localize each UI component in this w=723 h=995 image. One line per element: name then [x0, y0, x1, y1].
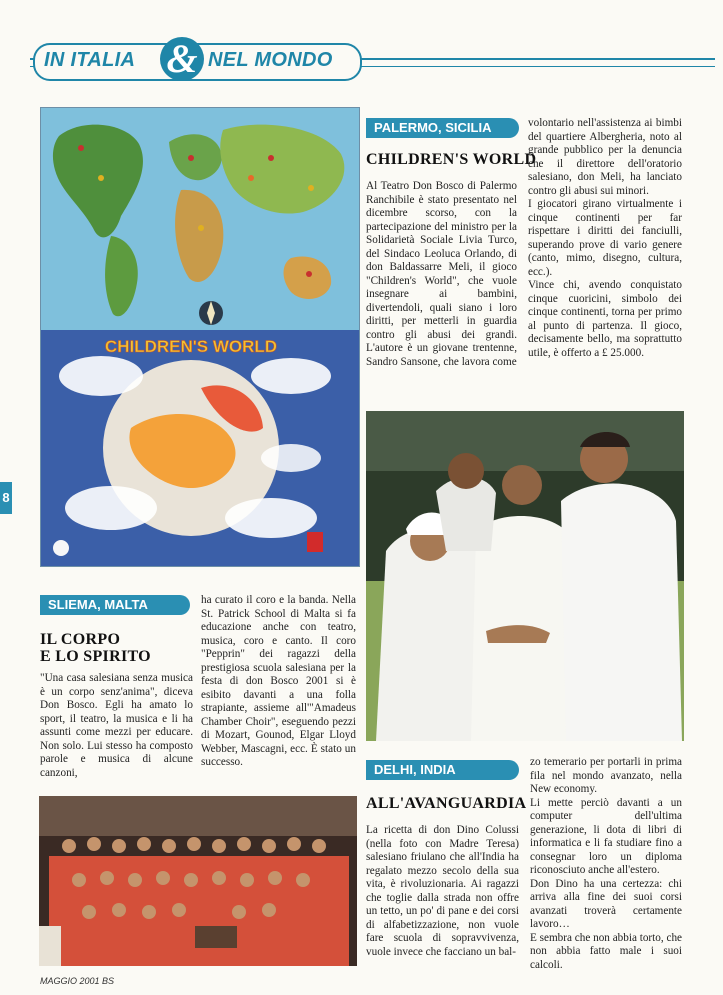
headline-il-corpo: [40, 631, 151, 665]
don-dino-mother-teresa-photo: [366, 411, 684, 741]
sliema-col1-text: [40, 672, 193, 780]
headline-line-2: E LO SPIRITO: [40, 648, 151, 665]
section-tag-delhi: DELHI, INDIA: [366, 760, 519, 780]
palermo-paragraph-1: Al Teatro Don Bosco di Palermo Ranchibile è stato presentato nel dicembre scorso, con la partecipazione del ministro per la Solidarietà Sociale Livia Turco, del Sindaco Leoluca Orlando, di don Baldassarre Meli, il gioco "Children's World", che vuole insegnare ai bambini, divertendoli, quali siano i loro diritti, per metterli in guardia contro gli abusi dei grandi. L'autore è un giovane trentenne, Sandro Sansone, che lavora come: [366, 180, 517, 368]
delhi-paragraph-2: zo temerario per portarli in prima fila nel mondo avanzato, nella New economy.: [530, 756, 682, 795]
header-right-label: NEL MONDO: [208, 49, 333, 71]
palermo-paragraph-3: I giocatori girano virtualmente i cinque continenti per far rispettare i diritti dei fanciulli, superando prove di vario genere (canto, mimo, disegno, cultura, ecc.).: [528, 198, 682, 278]
delhi-paragraph-1: La ricetta di don Dino Colussi (nella foto con Madre Teresa) salesiano friulano che all'India ha regalato mezzo secolo della sua vita, è rivoluzionaria. Ai ragazzi che toglie dalla strada non offre un tetto, un po' di pane e dei corsi di alfabetizzazione, non vuole fare scuola di sopravvivenza, vuole invece che facciano un bal-: [366, 824, 519, 958]
game-logo-text: CHILDREN'S WORLD: [104, 337, 278, 356]
palermo-paragraph-4: Vince chi, avendo conquistato cinque cuoricini, simbolo dei cinque continenti, torna per primo al punto di partenza. Il gioco, decisamente bello, ma soprattutto utile, è offerto a £ 25.000.: [528, 279, 682, 359]
delhi-paragraph-5: E sembra che non abbia torto, che non abbia fatto male i suoi calcoli.: [530, 931, 682, 971]
delhi-paragraph-3: Li mette perciò davanti a un computer dell'ultima generazione, li dota di libri di informatica e li fa studiare fino a consegnar loro un diploma riconosciuto anche all'estero.: [530, 796, 682, 876]
delhi-col1-text: [366, 824, 519, 959]
delhi-col2-text: [530, 756, 682, 972]
game-board-illustration: [41, 108, 359, 566]
sliema-paragraph-2: ha curato il coro e la banda. Nella St. Patrick School di Malta si fa educazione anche con teatro, musica, coro e canto. Il coro "Pepprin" dei ragazzi della prestigiosa scuola salesiana per la festa di don Bosco 2001 si è esibito davanti a una folla strapiante, assieme all'"Amadeus Chamber Choir", eseguendo pezzi di Mozart, Gounod, Elgar Lloyd Webber, Mascagni, ecc. È stato un successo.: [201, 594, 356, 768]
header-left-label: IN ITALIA: [44, 49, 136, 71]
sliema-col2-text: [201, 594, 356, 770]
sliema-paragraph-1: "Una casa salesiana senza musica è un corpo senz'anima", diceva Don Bosco. Egli ha amato lo sport, il teatro, la musica e li ha assunti come mezzi per educare. Non solo. Lui stesso ha composto parole e musica di alcune canzoni,: [40, 672, 193, 779]
pepprin-choir-photo: [39, 796, 357, 966]
choir-illustration: [39, 796, 357, 966]
palermo-col2-text: [528, 117, 682, 360]
section-tag-palermo: PALERMO, SICILIA: [366, 118, 519, 138]
palermo-col1-text: [366, 180, 517, 369]
childrens-world-game-photo: [40, 107, 360, 567]
headline-allavanguardia: ALL'AVANGUARDIA: [366, 795, 527, 812]
section-tag-sliema: SLIEMA, MALTA: [40, 595, 190, 615]
palermo-paragraph-2: volontario nell'assistenza ai bimbi del quartiere Albergheria, noto al grande pubblico per la denuncia che il direttore dell'oratorio salesiano, don Meli, ha lanciato contro gli abusi sui minori.: [528, 117, 682, 197]
headline-childrens-world: CHILDREN'S WORLD: [366, 151, 537, 168]
delhi-paragraph-4: Don Dino ha una certezza: chi arriva alla fine dei suoi corsi avanzati troverà certamente lavoro…: [530, 877, 682, 930]
page-number: 8: [0, 482, 12, 514]
headline-line-1: IL CORPO: [40, 631, 121, 648]
ampersand-logo: &: [160, 37, 204, 81]
footer-issue-label: MAGGIO 2001 BS: [40, 976, 115, 986]
photo-illustration: [366, 411, 684, 741]
